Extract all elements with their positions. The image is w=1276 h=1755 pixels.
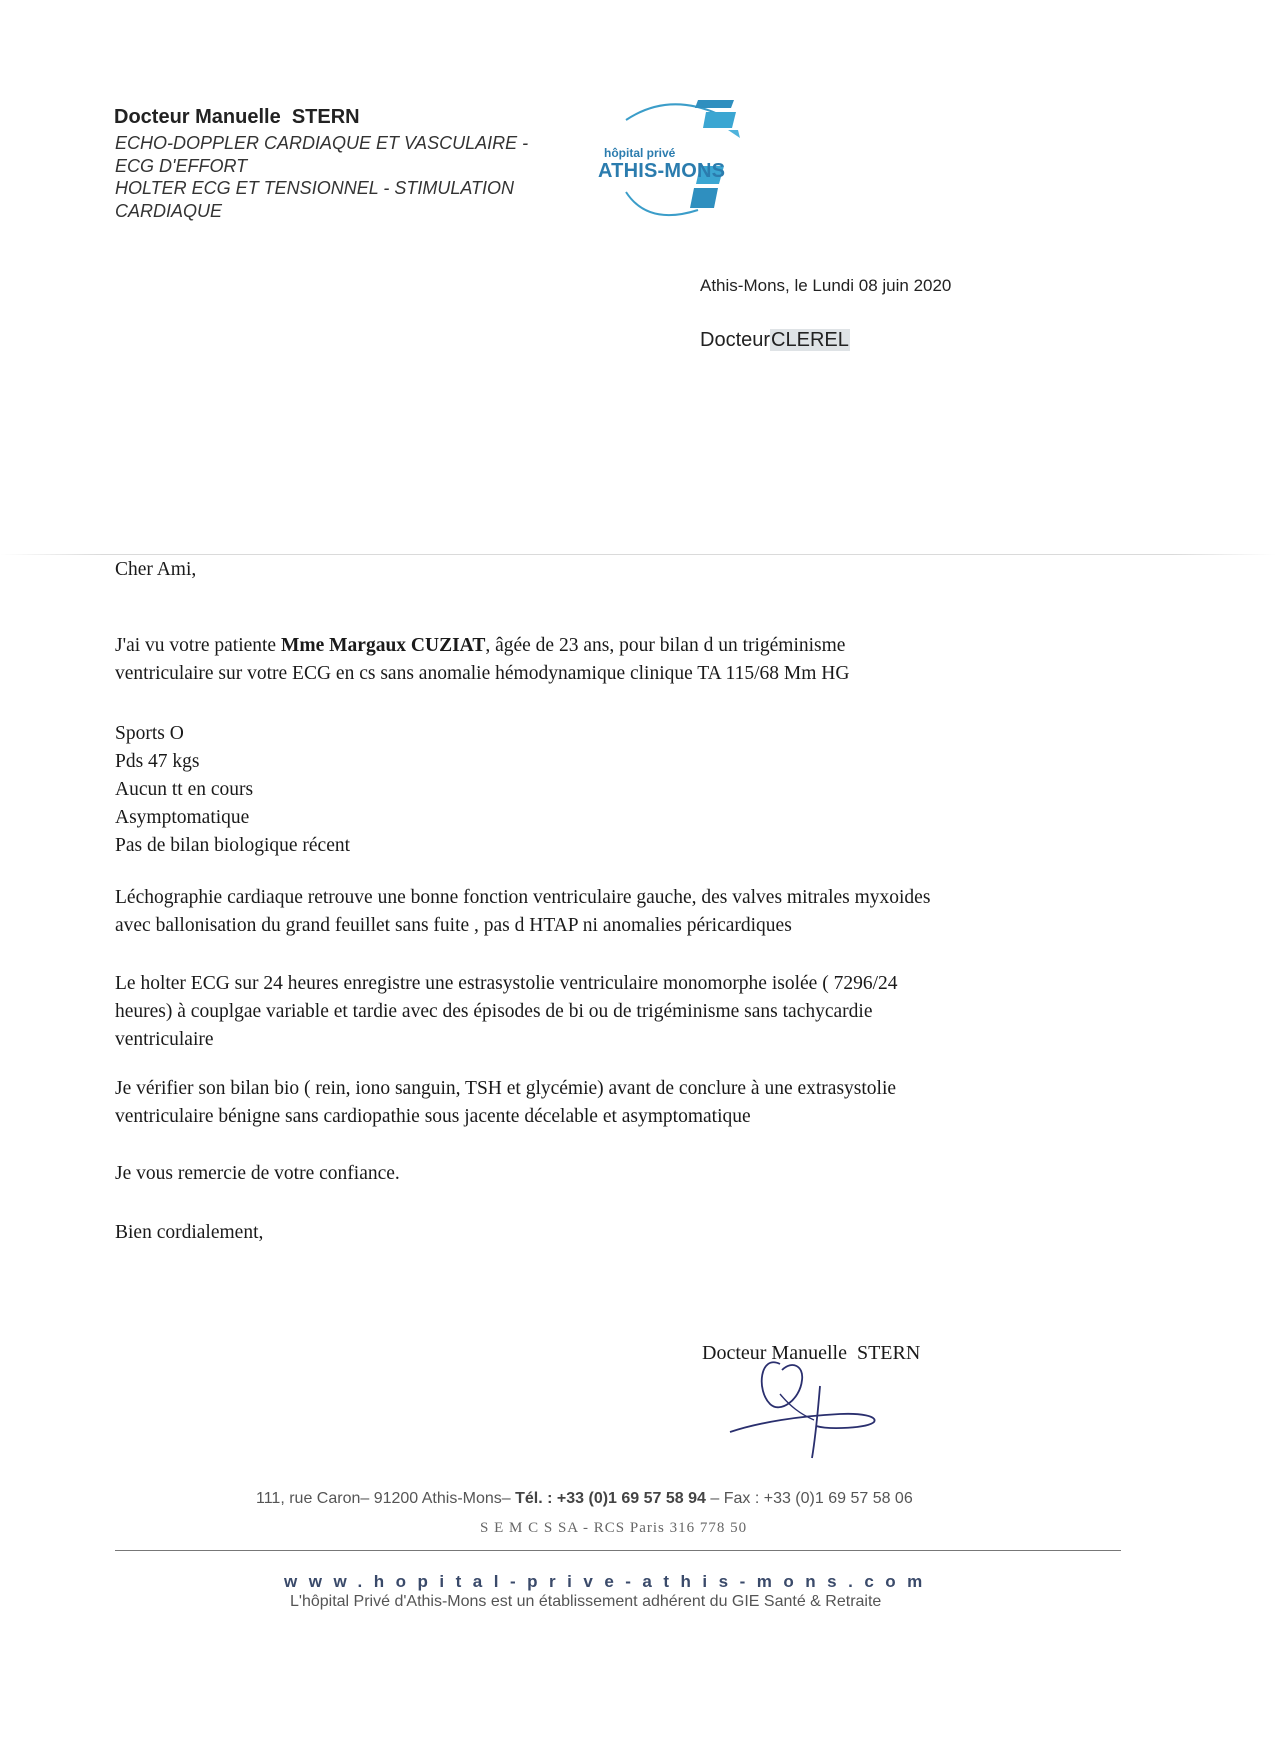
summary-item: Aucun tt en cours [115,779,254,800]
holter-line: Le holter ECG sur 24 heures enregistre une estrasystolie ventriculaire monomorphe isolée ( 7296/24 [115,973,898,994]
intro-paragraph [115,632,849,688]
specialty-line: ECHO-DOPPLER CARDIAQUE ET VASCULAIRE - [115,133,529,153]
logo-name: ATHIS-MONS [598,160,726,182]
recipient-prefix: Docteur [700,329,771,351]
thanks-line: Je vous remercie de votre confiance. [115,1163,400,1184]
summary-item: Asymptomatique [115,807,250,828]
footer-divider [115,1550,1121,1551]
summary-item: Sports O [115,723,184,744]
intro-line [115,632,849,660]
echo-paragraph [115,884,930,940]
doctor-specialties [115,132,585,222]
intro-before: J'ai vu votre patiente [115,635,281,656]
holter-line: heures) à couplgae variable et tardie avec des épisodes de bi ou de trigéminisme sans tachycardie [115,1001,873,1022]
address-text: 111, rue Caron– 91200 Athis-Mons– [256,1490,516,1507]
specialty-line: CARDIAQUE [115,200,223,221]
verification-line: Je vérifier son bilan bio ( rein, iono sanguin, TSH et glycémie) avant de conclure à une extrasystolie [115,1078,897,1099]
holter-line: ventriculaire [115,1029,214,1050]
specialty-line: HOLTER ECG ET TENSIONNEL - STIMULATION [115,178,515,198]
doctor-name: Docteur Manuelle STERN [114,106,360,128]
letter-date: Athis-Mons, le Lundi 08 juin 2020 [700,276,952,295]
website-link[interactable]: www.hopital-prive-athis-mons.com [284,1572,934,1591]
recipient [700,329,850,352]
footer-address [256,1490,913,1508]
handwritten-signature [720,1330,900,1460]
patient-name: Mme Margaux CUZIAT [280,635,486,656]
verification-paragraph [115,1075,896,1131]
closing-line: Bien cordialement, [115,1222,264,1243]
echo-line: avec ballonisation du grand feuillet sans fuite , pas d HTAP ni anomalies péricardiques [115,915,792,936]
fax-number: – Fax : +33 (0)1 69 57 58 06 [705,1490,913,1507]
salutation: Cher Ami, [115,559,197,580]
intro-after: , âgée de 23 ans, pour bilan d un trigéminisme [485,635,846,656]
verification-line: ventriculaire bénigne sans cardiopathie sous jacente décelable et asymptomatique [115,1106,751,1127]
gie-membership-note: L'hôpital Privé d'Athis-Mons est un établissement adhérent du GIE Santé & Retraite [290,1593,882,1610]
holter-paragraph [115,970,898,1054]
paper-fold-line [0,554,1276,555]
summary-item: Pds 47 kgs [115,751,200,772]
patient-summary-list [115,720,350,860]
intro-line: ventriculaire sur votre ECG en cs sans anomalie hémodynamique clinique TA 115/68 Mm HG [115,663,850,684]
hospital-logo [598,100,764,236]
recipient-name: CLEREL [771,329,849,351]
company-registration: S E M C S SA - RCS Paris 316 778 50 [480,1520,748,1536]
signature-name: Docteur Manuelle STERN [702,1342,921,1364]
specialty-line: ECG D'EFFORT [115,155,248,176]
logo-pretitle: hôpital privé [604,146,676,160]
summary-item: Pas de bilan biologique récent [115,835,351,856]
phone-number: Tél. : +33 (0)1 69 57 58 94 [515,1490,706,1507]
echo-line: Léchographie cardiaque retrouve une bonne fonction ventriculaire gauche, des valves mitrales myxoides [115,887,931,908]
